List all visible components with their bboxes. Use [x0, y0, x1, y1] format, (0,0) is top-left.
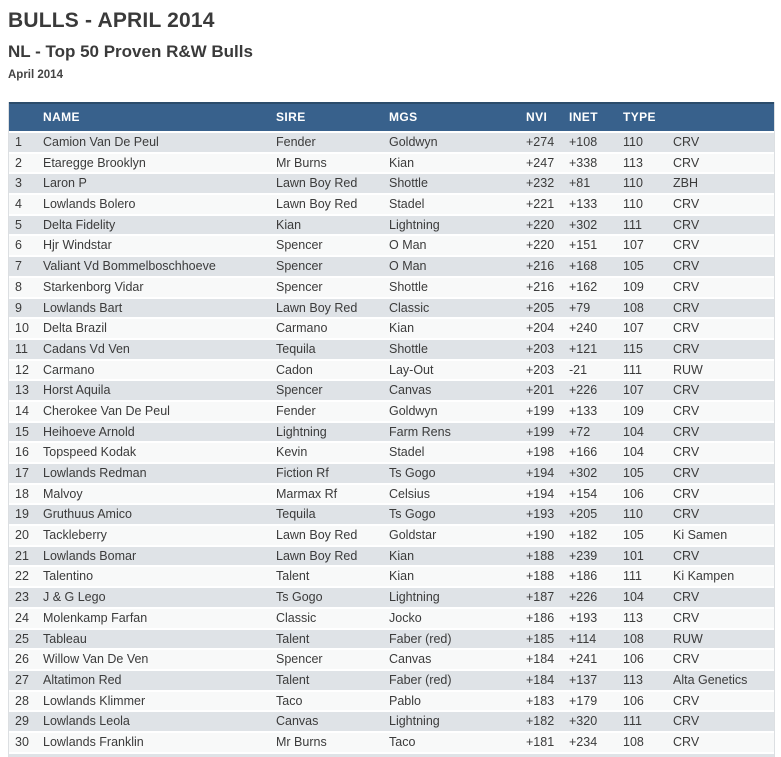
- table-row: [9, 174, 774, 195]
- cell-type: 106: [623, 486, 644, 501]
- column-header-org: [673, 104, 774, 131]
- cell-rank: 25: [15, 631, 29, 646]
- cell-name: Camion Van De Peul: [43, 135, 159, 149]
- cell-name: Topspeed Kodak: [43, 445, 137, 460]
- cell-inet: -21: [569, 362, 588, 377]
- cell-org: CRV: [673, 238, 700, 253]
- cell-inet: +320: [569, 714, 598, 729]
- table-row: [9, 195, 774, 216]
- cell-rank: 8: [15, 279, 22, 294]
- cell-rank: 14: [15, 403, 29, 418]
- cell-sire: Kevin: [276, 445, 308, 460]
- table-row: [9, 650, 774, 671]
- cell-inet: +182: [569, 528, 598, 543]
- cell-name: Molenkamp Farfan: [43, 610, 148, 625]
- cell-org: CRV: [673, 714, 700, 729]
- cell-type: 110: [623, 176, 643, 191]
- cell-nvi: +247: [526, 155, 555, 170]
- cell-nvi: +216: [526, 259, 555, 274]
- cell-sire: Mr Burns: [276, 155, 327, 170]
- cell-sire: Lawn Boy Red: [276, 176, 358, 191]
- cell-inet: +79: [569, 300, 591, 315]
- cell-type: 109: [623, 279, 644, 294]
- cell-inet: +240: [569, 321, 598, 336]
- cell-org: CRV: [673, 217, 700, 232]
- table-row: [9, 464, 774, 485]
- cell-nvi: +204: [526, 321, 555, 336]
- table-header-row: [9, 102, 774, 133]
- cell-mgs: Kian: [389, 548, 415, 563]
- cell-rank: 2: [15, 155, 22, 170]
- cell-nvi: +220: [526, 238, 555, 253]
- cell-nvi: +205: [526, 300, 555, 315]
- cell-mgs: Canvas: [389, 652, 432, 667]
- cell-inet: +338: [569, 155, 598, 170]
- cell-name: Etaregge Brooklyn: [43, 155, 146, 170]
- cell-type: 111: [623, 714, 643, 729]
- cell-type: 108: [623, 631, 644, 646]
- cell-sire: Carmano: [276, 321, 328, 336]
- cell-name: Lowlands Klimmer: [43, 693, 146, 708]
- table-row: [9, 278, 774, 299]
- cell-type: 110: [623, 135, 643, 149]
- cell-name: Tableau: [43, 631, 87, 646]
- cell-sire: Fender: [276, 403, 316, 418]
- cell-mgs: Celsius: [389, 486, 430, 501]
- cell-nvi: +182: [526, 714, 555, 729]
- cell-type: 108: [623, 734, 644, 749]
- cell-org: CRV: [673, 321, 700, 336]
- cell-name: J & G Lego: [43, 590, 106, 605]
- cell-type: 108: [623, 300, 644, 315]
- cell-mgs: Shottle: [389, 279, 428, 294]
- cell-rank: 4: [15, 197, 22, 212]
- cell-rank: 7: [15, 259, 22, 274]
- cell-inet: +121: [569, 341, 598, 356]
- cell-mgs: Kian: [389, 321, 415, 336]
- cell-org: CRV: [673, 403, 700, 418]
- table-row: [9, 381, 774, 402]
- cell-org: CRV: [673, 424, 700, 439]
- cell-rank: 21: [15, 548, 29, 563]
- cutoff-row-stub: [9, 754, 774, 757]
- cell-nvi: +199: [526, 424, 555, 439]
- cell-mgs: Kian: [389, 155, 415, 170]
- table-row: [9, 257, 774, 278]
- cell-org: CRV: [673, 486, 700, 501]
- cell-type: 111: [623, 362, 643, 377]
- cell-mgs: Faber (red): [389, 672, 452, 687]
- column-header-name: NAME: [43, 110, 80, 124]
- cell-rank: 12: [15, 362, 29, 377]
- column-header-nvi: NVI: [526, 110, 548, 124]
- cell-nvi: +203: [526, 362, 555, 377]
- table-body: [9, 133, 774, 754]
- cell-org: CRV: [673, 445, 700, 460]
- cell-name: Willow Van De Ven: [43, 652, 149, 667]
- cell-rank: 1: [15, 135, 22, 149]
- cell-sire: Spencer: [276, 279, 323, 294]
- cell-inet: +154: [569, 486, 598, 501]
- cell-type: 106: [623, 652, 644, 667]
- cell-mgs: Lightning: [389, 590, 440, 605]
- cell-name: Altatimon Red: [43, 672, 122, 687]
- cell-nvi: +188: [526, 548, 555, 563]
- cell-org: CRV: [673, 693, 700, 708]
- cell-sire: Fender: [276, 135, 316, 149]
- cell-inet: +205: [569, 507, 598, 522]
- cell-inet: +166: [569, 445, 598, 460]
- cell-rank: 23: [15, 590, 29, 605]
- table-row: [9, 505, 774, 526]
- cell-name: Hjr Windstar: [43, 238, 112, 253]
- table-row: [9, 485, 774, 506]
- cell-inet: +193: [569, 610, 598, 625]
- cell-org: Ki Kampen: [673, 569, 735, 584]
- cell-mgs: O Man: [389, 238, 427, 253]
- table-row: [9, 547, 774, 568]
- cell-org: CRV: [673, 507, 700, 522]
- cell-nvi: +216: [526, 279, 555, 294]
- cell-name: Delta Brazil: [43, 321, 107, 336]
- cell-rank: 17: [15, 466, 29, 480]
- cell-type: 109: [623, 403, 644, 418]
- cell-org: RUW: [673, 362, 703, 377]
- cell-nvi: +184: [526, 672, 555, 687]
- cell-type: 105: [623, 466, 644, 480]
- cell-org: CRV: [673, 341, 700, 356]
- cell-type: 107: [623, 321, 644, 336]
- cell-type: 110: [623, 507, 643, 522]
- cell-org: ZBH: [673, 176, 698, 191]
- cell-org: CRV: [673, 279, 700, 294]
- cell-sire: Classic: [276, 610, 317, 625]
- cell-name: Carmano: [43, 362, 95, 377]
- column-header-rank: [9, 104, 43, 131]
- cell-rank: 15: [15, 424, 29, 439]
- cell-nvi: +186: [526, 610, 555, 625]
- cell-name: Talentino: [43, 569, 94, 584]
- cell-rank: 18: [15, 486, 29, 501]
- cell-sire: Spencer: [276, 383, 323, 398]
- cell-sire: Ts Gogo: [276, 590, 323, 605]
- cell-nvi: +193: [526, 507, 555, 522]
- cell-name: Valiant Vd Bommelboschhoeve: [43, 259, 216, 274]
- table-row: [9, 423, 774, 444]
- cell-mgs: Goldwyn: [389, 403, 438, 418]
- cell-rank: 27: [15, 672, 29, 687]
- cell-org: CRV: [673, 383, 700, 398]
- cell-mgs: Stadel: [389, 197, 425, 212]
- page-date: April 2014: [8, 69, 63, 81]
- column-header-mgs: MGS: [389, 110, 418, 124]
- table-row: [9, 402, 774, 423]
- cell-inet: +151: [569, 238, 598, 253]
- cell-sire: Mr Burns: [276, 734, 327, 749]
- cell-nvi: +194: [526, 486, 555, 501]
- cell-inet: +72: [569, 424, 591, 439]
- cell-rank: 19: [15, 507, 29, 522]
- cell-sire: Lightning: [276, 424, 327, 439]
- cell-org: CRV: [673, 610, 700, 625]
- cell-rank: 16: [15, 445, 29, 460]
- cell-rank: 22: [15, 569, 29, 584]
- cell-sire: Fiction Rf: [276, 466, 329, 480]
- table-row: [9, 733, 774, 754]
- cell-type: 104: [623, 590, 644, 605]
- cell-rank: 6: [15, 238, 22, 253]
- cell-type: 107: [623, 238, 644, 253]
- cell-rank: 28: [15, 693, 29, 708]
- cell-name: Lowlands Bomar: [43, 548, 137, 563]
- cell-name: Gruthuus Amico: [43, 507, 132, 522]
- table-row: [9, 526, 774, 547]
- cell-mgs: Faber (red): [389, 631, 452, 646]
- cell-inet: +302: [569, 466, 598, 480]
- cell-rank: 9: [15, 300, 22, 315]
- table-row: [9, 692, 774, 713]
- table-row: [9, 133, 774, 154]
- cell-nvi: +187: [526, 590, 555, 605]
- cell-type: 111: [623, 217, 643, 232]
- table-row: [9, 236, 774, 257]
- cell-mgs: Ts Gogo: [389, 466, 436, 480]
- cell-inet: +133: [569, 403, 598, 418]
- cell-name: Cadans Vd Ven: [43, 341, 130, 356]
- cell-nvi: +185: [526, 631, 555, 646]
- cell-nvi: +201: [526, 383, 555, 398]
- cell-org: CRV: [673, 466, 700, 480]
- cell-rank: 24: [15, 610, 29, 625]
- cell-org: CRV: [673, 590, 700, 605]
- cell-sire: Canvas: [276, 714, 319, 729]
- cell-rank: 13: [15, 383, 29, 398]
- cell-type: 106: [623, 693, 644, 708]
- cell-sire: Talent: [276, 631, 310, 646]
- cell-sire: Talent: [276, 672, 310, 687]
- cell-org: CRV: [673, 135, 700, 149]
- cell-sire: Tequila: [276, 341, 316, 356]
- cell-org: CRV: [673, 652, 700, 667]
- cell-nvi: +203: [526, 341, 555, 356]
- cell-name: Delta Fidelity: [43, 217, 116, 232]
- table-row: [9, 671, 774, 692]
- cell-type: 107: [623, 383, 644, 398]
- cell-type: 105: [623, 528, 644, 543]
- cell-type: 115: [623, 341, 643, 356]
- cell-nvi: +188: [526, 569, 555, 584]
- cell-mgs: Taco: [389, 734, 416, 749]
- cell-inet: +241: [569, 652, 598, 667]
- table-row: [9, 299, 774, 320]
- table-row: [9, 361, 774, 382]
- cell-rank: 29: [15, 714, 29, 729]
- cell-type: 104: [623, 424, 644, 439]
- cell-name: Tackleberry: [43, 528, 107, 543]
- cell-name: Heihoeve Arnold: [43, 424, 135, 439]
- table-row: [9, 567, 774, 588]
- cell-inet: +81: [569, 176, 591, 191]
- cell-mgs: Stadel: [389, 445, 425, 460]
- cell-rank: 20: [15, 528, 29, 543]
- page-title: BULLS - APRIL 2014: [8, 9, 215, 32]
- cell-type: 101: [623, 548, 644, 563]
- cell-mgs: Ts Gogo: [389, 507, 436, 522]
- cell-name: Lowlands Leola: [43, 714, 130, 729]
- cell-nvi: +183: [526, 693, 555, 708]
- cell-sire: Taco: [276, 693, 303, 708]
- cell-org: CRV: [673, 548, 700, 563]
- cell-org: Ki Samen: [673, 528, 728, 543]
- cell-sire: Lawn Boy Red: [276, 197, 358, 212]
- cell-inet: +239: [569, 548, 598, 563]
- cell-type: 104: [623, 445, 644, 460]
- table-row: [9, 609, 774, 630]
- cell-nvi: +232: [526, 176, 555, 191]
- cell-sire: Tequila: [276, 507, 316, 522]
- cell-type: 110: [623, 197, 643, 212]
- cell-rank: 3: [15, 176, 22, 191]
- cell-sire: Cadon: [276, 362, 313, 377]
- cell-mgs: Classic: [389, 300, 430, 315]
- cell-inet: +133: [569, 197, 598, 212]
- cell-mgs: Shottle: [389, 341, 428, 356]
- cell-nvi: +198: [526, 445, 555, 460]
- cell-sire: Kian: [276, 217, 302, 232]
- cell-inet: +108: [569, 135, 598, 149]
- cell-sire: Lawn Boy Red: [276, 528, 358, 543]
- cell-sire: Lawn Boy Red: [276, 548, 358, 563]
- cell-name: Lowlands Bolero: [43, 197, 136, 212]
- cell-org: CRV: [673, 734, 700, 749]
- cell-inet: +302: [569, 217, 598, 232]
- cell-org: CRV: [673, 259, 700, 274]
- cell-name: Cherokee Van De Peul: [43, 403, 170, 418]
- table-row: [9, 588, 774, 609]
- cell-mgs: Lightning: [389, 714, 440, 729]
- cell-nvi: +190: [526, 528, 555, 543]
- cell-mgs: Goldwyn: [389, 135, 438, 149]
- cell-mgs: Kian: [389, 569, 415, 584]
- cell-nvi: +184: [526, 652, 555, 667]
- cell-inet: +234: [569, 734, 598, 749]
- cell-name: Laron P: [43, 176, 87, 191]
- table-row: [9, 630, 774, 651]
- cell-rank: 10: [15, 321, 29, 336]
- cell-mgs: Shottle: [389, 176, 428, 191]
- cell-org: RUW: [673, 631, 703, 646]
- cell-name: Lowlands Bart: [43, 300, 123, 315]
- cell-mgs: Lay-Out: [389, 362, 434, 377]
- cell-mgs: Pablo: [389, 693, 421, 708]
- cell-inet: +226: [569, 383, 598, 398]
- cell-nvi: +221: [526, 197, 555, 212]
- cell-inet: +186: [569, 569, 598, 584]
- page-subtitle: NL - Top 50 Proven R&W Bulls: [8, 42, 253, 61]
- cell-rank: 30: [15, 734, 29, 749]
- cell-org: CRV: [673, 197, 700, 212]
- cell-sire: Talent: [276, 569, 310, 584]
- cell-name: Malvoy: [43, 486, 83, 501]
- cell-name: Horst Aquila: [43, 383, 111, 398]
- column-header-inet: INET: [569, 110, 598, 124]
- cell-org: Alta Genetics: [673, 672, 748, 687]
- cell-inet: +162: [569, 279, 598, 294]
- cell-nvi: +181: [526, 734, 555, 749]
- table-row: [9, 340, 774, 361]
- table-row: [9, 319, 774, 340]
- cell-inet: +114: [569, 631, 597, 646]
- cell-type: 105: [623, 259, 644, 274]
- cell-rank: 26: [15, 652, 29, 667]
- cell-mgs: Lightning: [389, 217, 440, 232]
- cell-name: Starkenborg Vidar: [43, 279, 144, 294]
- cell-sire: Marmax Rf: [276, 486, 338, 501]
- cell-nvi: +220: [526, 217, 555, 232]
- cell-type: 113: [623, 672, 643, 687]
- column-header-sire: SIRE: [276, 110, 306, 124]
- cell-sire: Spencer: [276, 259, 323, 274]
- cell-nvi: +199: [526, 403, 555, 418]
- cell-mgs: Goldstar: [389, 528, 437, 543]
- table-row: [9, 712, 774, 733]
- cell-inet: +137: [569, 672, 598, 687]
- cell-name: Lowlands Franklin: [43, 734, 144, 749]
- cell-sire: Spencer: [276, 238, 323, 253]
- cell-rank: 11: [15, 341, 28, 356]
- bulls-ranking-table: [8, 102, 775, 757]
- table-row: [9, 154, 774, 175]
- cell-rank: 5: [15, 217, 22, 232]
- cell-type: 111: [623, 569, 643, 584]
- cell-mgs: O Man: [389, 259, 427, 274]
- table-row: [9, 216, 774, 237]
- cell-org: CRV: [673, 300, 700, 315]
- cell-sire: Spencer: [276, 652, 323, 667]
- cell-inet: +168: [569, 259, 598, 274]
- cell-mgs: Jocko: [389, 610, 422, 625]
- cell-inet: +179: [569, 693, 598, 708]
- column-header-type: TYPE: [623, 110, 656, 124]
- cell-sire: Lawn Boy Red: [276, 300, 358, 315]
- cell-mgs: Farm Rens: [389, 424, 451, 439]
- cell-nvi: +194: [526, 466, 555, 480]
- cell-name: Lowlands Redman: [43, 466, 147, 480]
- cell-type: 113: [623, 155, 643, 170]
- cell-mgs: Canvas: [389, 383, 432, 398]
- cell-type: 113: [623, 610, 643, 625]
- cell-inet: +226: [569, 590, 598, 605]
- cell-nvi: +274: [526, 135, 555, 149]
- cell-org: CRV: [673, 155, 700, 170]
- table-row: [9, 443, 774, 464]
